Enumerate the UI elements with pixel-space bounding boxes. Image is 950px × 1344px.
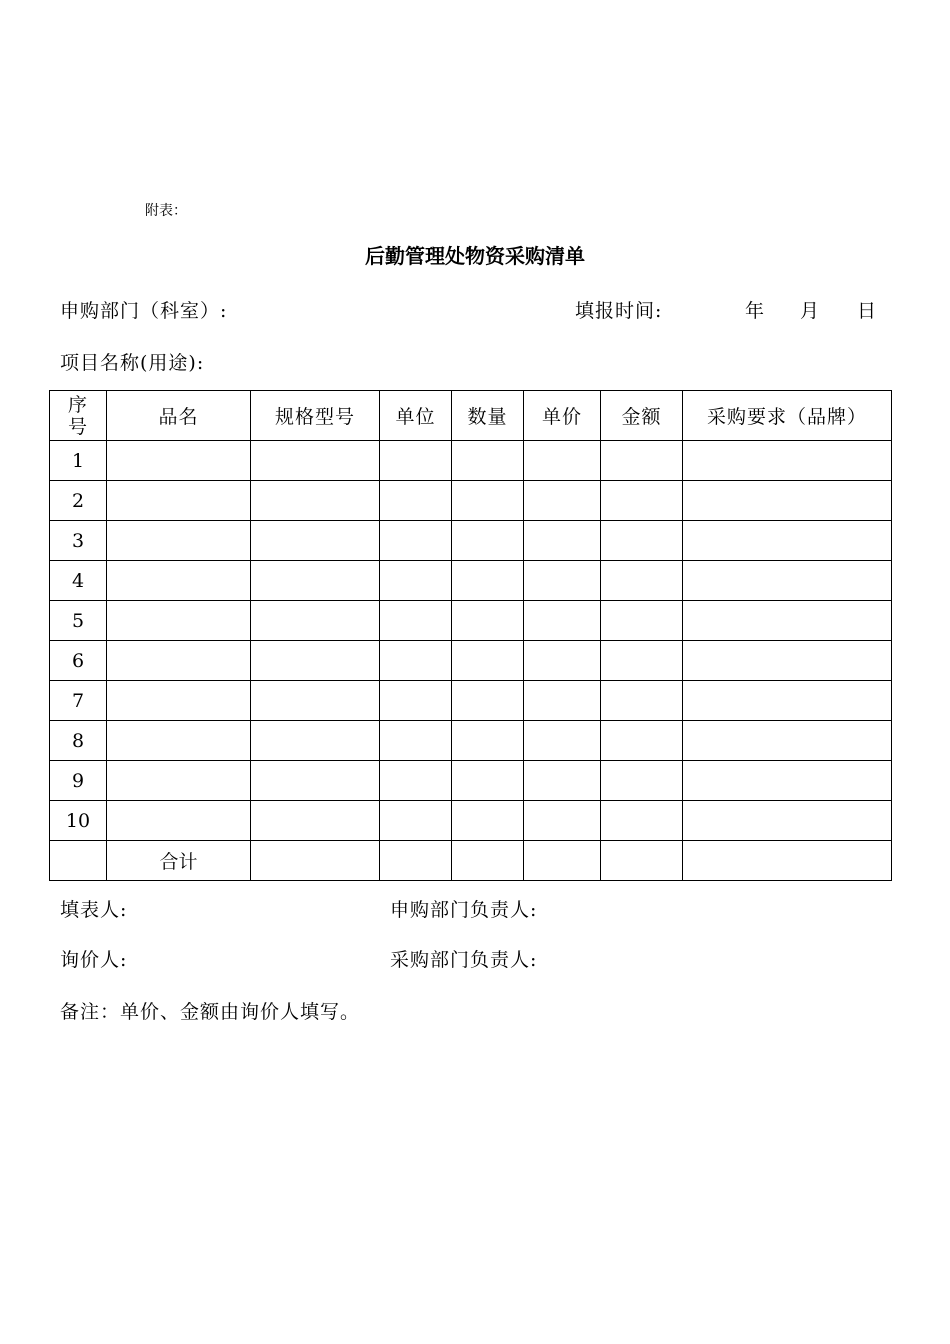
row-number: 2 <box>50 481 107 521</box>
cell-amount[interactable] <box>601 641 683 681</box>
cell-amount[interactable] <box>601 441 683 481</box>
cell-unit-price[interactable] <box>524 681 601 721</box>
cell-quantity[interactable] <box>452 761 524 801</box>
table-row <box>50 441 892 481</box>
cell-amount[interactable] <box>601 601 683 641</box>
cell-unit-price[interactable] <box>524 601 601 641</box>
cell-item-name[interactable] <box>107 681 251 721</box>
cell-item-name[interactable] <box>107 721 251 761</box>
fill-date-label: 填报时间: <box>575 300 663 322</box>
cell-requirements[interactable] <box>683 801 892 841</box>
cell-unit[interactable] <box>380 601 452 641</box>
total-cell-requirements[interactable] <box>683 841 892 881</box>
cell-amount[interactable] <box>601 481 683 521</box>
table-row <box>50 481 892 521</box>
cell-requirements[interactable] <box>683 561 892 601</box>
cell-requirements[interactable] <box>683 601 892 641</box>
cell-unit[interactable] <box>380 641 452 681</box>
cell-spec[interactable] <box>251 561 380 601</box>
header-cell-unit-price: 单价 <box>524 391 601 441</box>
cell-spec[interactable] <box>251 801 380 841</box>
header-cell-seq <box>50 391 107 441</box>
table-row <box>50 521 892 561</box>
cell-quantity[interactable] <box>452 441 524 481</box>
cell-spec[interactable] <box>251 441 380 481</box>
cell-unit-price[interactable] <box>524 561 601 601</box>
purchase-head-label: 采购部门负责人: <box>390 949 538 971</box>
table-row <box>50 681 892 721</box>
total-cell-quantity[interactable] <box>452 841 524 881</box>
cell-item-name[interactable] <box>107 561 251 601</box>
cell-spec[interactable] <box>251 521 380 561</box>
table-row <box>50 561 892 601</box>
attachment-label: 附表： <box>145 203 187 219</box>
cell-quantity[interactable] <box>452 481 524 521</box>
purchase-table <box>49 390 892 881</box>
total-row <box>50 841 892 881</box>
cell-unit[interactable] <box>380 441 452 481</box>
cell-spec[interactable] <box>251 681 380 721</box>
cell-item-name[interactable] <box>107 481 251 521</box>
cell-requirements[interactable] <box>683 641 892 681</box>
cell-unit[interactable] <box>380 561 452 601</box>
year-label: 年 <box>745 300 765 322</box>
cell-unit-price[interactable] <box>524 441 601 481</box>
table-row <box>50 721 892 761</box>
document-title: 后勤管理处物资采购清单 <box>365 244 585 268</box>
total-cell-unit[interactable] <box>380 841 452 881</box>
cell-amount[interactable] <box>601 721 683 761</box>
cell-requirements[interactable] <box>683 681 892 721</box>
table-row <box>50 641 892 681</box>
cell-quantity[interactable] <box>452 521 524 561</box>
header-cell-quantity: 数量 <box>452 391 524 441</box>
cell-spec[interactable] <box>251 641 380 681</box>
cell-quantity[interactable] <box>452 681 524 721</box>
header-seq-bottom: 号 <box>67 415 88 438</box>
cell-quantity[interactable] <box>452 641 524 681</box>
total-cell-spec[interactable] <box>251 841 380 881</box>
row-number: 9 <box>50 761 107 801</box>
row-number: 8 <box>50 721 107 761</box>
header-cell-item-name: 品名 <box>107 391 251 441</box>
month-label: 月 <box>800 300 820 322</box>
total-label: 合计 <box>107 841 251 881</box>
header-cell-unit: 单位 <box>380 391 452 441</box>
cell-requirements[interactable] <box>683 521 892 561</box>
cell-item-name[interactable] <box>107 601 251 641</box>
dept-head-label: 申购部门负责人: <box>390 899 538 921</box>
total-cell-amount[interactable] <box>601 841 683 881</box>
cell-unit-price[interactable] <box>524 761 601 801</box>
cell-unit[interactable] <box>380 521 452 561</box>
row-number: 6 <box>50 641 107 681</box>
cell-unit[interactable] <box>380 761 452 801</box>
cell-item-name[interactable] <box>107 441 251 481</box>
table-row <box>50 601 892 641</box>
cell-requirements[interactable] <box>683 761 892 801</box>
cell-spec[interactable] <box>251 601 380 641</box>
cell-amount[interactable] <box>601 761 683 801</box>
row-number: 1 <box>50 441 107 481</box>
cell-amount[interactable] <box>601 561 683 601</box>
cell-unit-price[interactable] <box>524 721 601 761</box>
cell-quantity[interactable] <box>452 801 524 841</box>
note-text: 备注：单价、金额由询价人填写。 <box>60 1001 361 1023</box>
cell-amount[interactable] <box>601 801 683 841</box>
cell-quantity[interactable] <box>452 601 524 641</box>
cell-item-name[interactable] <box>107 761 251 801</box>
header-cell-spec: 规格型号 <box>251 391 380 441</box>
row-number: 4 <box>50 561 107 601</box>
cell-unit[interactable] <box>380 481 452 521</box>
cell-spec[interactable] <box>251 761 380 801</box>
cell-item-name[interactable] <box>107 801 251 841</box>
cell-requirements[interactable] <box>683 721 892 761</box>
cell-requirements[interactable] <box>683 481 892 521</box>
cell-spec[interactable] <box>251 481 380 521</box>
total-seq-cell <box>50 841 107 881</box>
cell-unit-price[interactable] <box>524 641 601 681</box>
cell-item-name[interactable] <box>107 521 251 561</box>
table-row <box>50 761 892 801</box>
cell-amount[interactable] <box>601 521 683 561</box>
project-label: 项目名称(用途): <box>60 352 205 374</box>
cell-spec[interactable] <box>251 721 380 761</box>
cell-quantity[interactable] <box>452 721 524 761</box>
table-header-row <box>50 391 892 441</box>
row-number: 10 <box>50 801 107 841</box>
day-label: 日 <box>857 300 877 322</box>
table-row <box>50 801 892 841</box>
header-cell-amount: 金额 <box>601 391 683 441</box>
cell-amount[interactable] <box>601 681 683 721</box>
row-number: 5 <box>50 601 107 641</box>
cell-unit[interactable] <box>380 721 452 761</box>
filler-label: 填表人: <box>60 899 128 921</box>
cell-unit[interactable] <box>380 801 452 841</box>
header-cell-requirements: 采购要求（品牌） <box>683 391 892 441</box>
cell-item-name[interactable] <box>107 641 251 681</box>
row-number: 7 <box>50 681 107 721</box>
cell-quantity[interactable] <box>452 561 524 601</box>
row-number: 3 <box>50 521 107 561</box>
total-cell-unit-price[interactable] <box>524 841 601 881</box>
department-label: 申购部门（科室）: <box>60 300 228 322</box>
cell-unit[interactable] <box>380 681 452 721</box>
inquirer-label: 询价人: <box>60 949 128 971</box>
cell-unit-price[interactable] <box>524 481 601 521</box>
cell-unit-price[interactable] <box>524 801 601 841</box>
header-seq-top: 序 <box>67 393 88 416</box>
cell-requirements[interactable] <box>683 441 892 481</box>
cell-unit-price[interactable] <box>524 521 601 561</box>
